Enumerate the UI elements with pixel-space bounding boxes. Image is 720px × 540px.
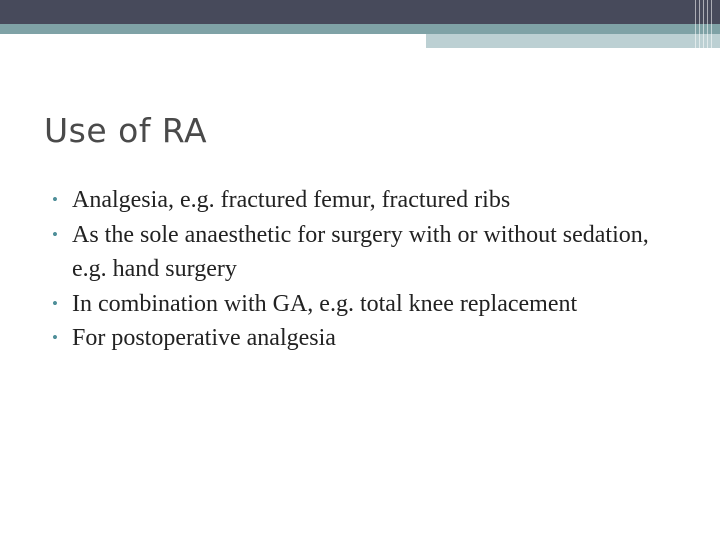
bullet-item [52, 321, 672, 356]
header-stripes-decoration [688, 0, 712, 48]
bullet-item [52, 287, 672, 322]
bullet-text: For postoperative analgesia [72, 325, 336, 351]
bullet-list [52, 183, 672, 356]
bullet-text: As the sole anaesthetic for surgery with or without sedation, e.g. hand surgery [72, 221, 649, 282]
bullet-text: In combination with GA, e.g. total knee replacement [72, 290, 578, 317]
bullet-item [52, 218, 672, 287]
bullet-icon: • [52, 224, 58, 244]
bullet-icon: • [52, 190, 58, 209]
bullet-icon: • [52, 293, 58, 313]
bullet-text: Analgesia, e.g. fractured femur, fractured ribs [72, 187, 511, 213]
bullet-item [52, 183, 672, 218]
header-banner-teal [0, 24, 720, 34]
bullet-icon: • [52, 328, 58, 347]
slide-title: Use of RA [44, 111, 208, 150]
header-banner-light [426, 34, 720, 48]
header-banner-dark [0, 0, 720, 24]
